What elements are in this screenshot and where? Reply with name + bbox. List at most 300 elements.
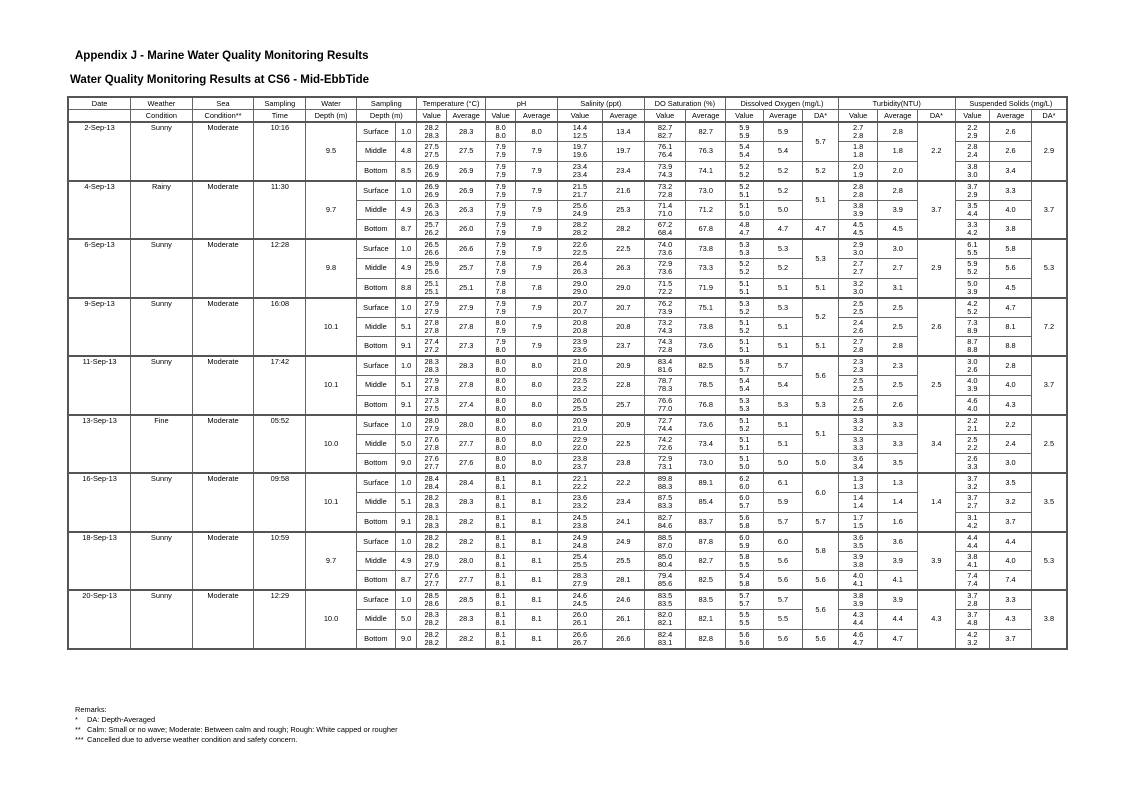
do-saturation-values — [644, 590, 686, 610]
col-suspended-solids-header: Suspended Solids (mg/L) — [955, 97, 1067, 110]
temperature-average: 27.7 — [447, 434, 486, 454]
ph-values-1: 8.1 — [495, 493, 506, 503]
ph-values-2: 8.1 — [495, 540, 506, 550]
suspended-solids-values-1: 7.4 — [967, 571, 978, 580]
dissolved-oxygen-values-1: 5.2 — [739, 181, 750, 191]
do-saturation-values-1: 89.8 — [657, 474, 673, 483]
col-weather-header: Weather — [131, 97, 193, 110]
turbidity-values — [838, 239, 878, 259]
salinity-values-2: 26.7 — [572, 637, 588, 647]
salinity-values — [558, 532, 603, 552]
temperature-values-1: 27.6 — [424, 454, 439, 463]
dissolved-oxygen-values — [726, 532, 764, 552]
dissolved-oxygen-bottom-da: 5.2 — [803, 161, 839, 181]
suspended-solids-values-1: 6.1 — [967, 240, 978, 249]
sampling-time-cell: 12:28 — [254, 239, 306, 298]
turbidity-values-1: 2.6 — [852, 395, 864, 405]
sampling-level-cell: Surface — [356, 122, 396, 142]
salinity-average: 26.6 — [602, 629, 644, 649]
salinity-values-2: 25.5 — [572, 403, 588, 413]
dissolved-oxygen-values — [726, 551, 764, 571]
water-depth-cell: 10.1 — [306, 298, 356, 357]
do-saturation-values-1: 72.9 — [657, 454, 673, 463]
temperature-values — [417, 220, 447, 240]
turbidity-average: 2.6 — [878, 395, 918, 415]
do-saturation-average: 73.8 — [686, 317, 726, 337]
remark-mark: ** — [75, 725, 81, 734]
do-saturation-values — [644, 259, 686, 279]
dissolved-oxygen-da: 5.3 — [803, 239, 839, 278]
turbidity-average: 2.8 — [878, 181, 918, 201]
do-saturation-values-2: 74.4 — [657, 423, 673, 433]
salinity-values-1: 22.5 — [572, 376, 588, 386]
dissolved-oxygen-values — [726, 181, 764, 201]
suspended-solids-values-1: 5.0 — [967, 278, 978, 288]
temperature-average: 25.1 — [447, 278, 486, 298]
suspended-solids-values — [955, 532, 989, 552]
dissolved-oxygen-average: 5.6 — [763, 571, 803, 591]
ph-values-2: 8.0 — [495, 403, 506, 413]
sampling-depth-cell: 1.0 — [396, 356, 417, 376]
ph-average: 8.0 — [516, 395, 558, 415]
suspended-solids-average: 8.1 — [990, 317, 1032, 337]
do-saturation-values-2: 73.1 — [657, 462, 673, 471]
sampling-level-cell: Surface — [356, 415, 396, 435]
col-dissolved-oxygen-header: Dissolved Oxygen (mg/L) — [726, 97, 839, 110]
ph-values — [485, 278, 515, 298]
dissolved-oxygen-values-2: 5.5 — [739, 618, 750, 628]
sampling-depth-cell: 9.0 — [396, 454, 417, 474]
sampling-depth-cell: 5.0 — [396, 610, 417, 630]
sampling-level-cell: Middle — [356, 142, 396, 162]
do-saturation-values — [644, 122, 686, 142]
ph-values-2: 7.9 — [495, 169, 506, 179]
dissolved-oxygen-bottom-da: 5.6 — [803, 571, 839, 591]
suspended-solids-values-2: 7.4 — [967, 579, 978, 588]
suspended-solids-values-2: 3.9 — [967, 286, 978, 296]
dissolved-oxygen-values-2: 4.7 — [739, 228, 750, 237]
temperature-values — [417, 590, 447, 610]
turbidity-values-1: 1.8 — [852, 142, 864, 152]
sampling-time-cell: 17:42 — [254, 356, 306, 415]
suspended-solids-values-2: 5.2 — [967, 267, 978, 277]
salinity-values — [558, 181, 603, 201]
suspended-solids-average: 4.3 — [990, 610, 1032, 630]
do-saturation-values-1: 82.0 — [657, 610, 673, 620]
turbidity-values — [838, 278, 878, 298]
turbidity-average: 3.1 — [878, 278, 918, 298]
suspended-solids-values — [955, 356, 989, 376]
do-saturation-average: 82.1 — [686, 610, 726, 630]
dissolved-oxygen-values-2: 5.5 — [739, 559, 750, 569]
dissolved-oxygen-values — [726, 122, 764, 142]
turbidity-values-2: 3.5 — [852, 540, 864, 550]
suspended-solids-average: 4.3 — [990, 395, 1032, 415]
remark-item — [75, 725, 398, 735]
ph-values-1: 8.1 — [495, 551, 506, 561]
turbidity-values-2: 3.8 — [852, 559, 864, 569]
turbidity-values-2: 1.9 — [852, 169, 864, 179]
suspended-solids-average: 5.6 — [990, 259, 1032, 279]
dissolved-oxygen-values-1: 5.6 — [739, 629, 750, 639]
dissolved-oxygen-values-1: 5.7 — [739, 591, 750, 600]
turbidity-values-1: 3.8 — [852, 200, 864, 210]
ph-values-1: 7.9 — [495, 142, 506, 152]
table-row — [68, 356, 1067, 376]
dissolved-oxygen-average: 5.2 — [763, 181, 803, 201]
suspended-solids-average: 3.5 — [990, 473, 1032, 493]
salinity-values-1: 24.9 — [572, 532, 588, 542]
ph-values — [485, 512, 515, 532]
salinity-values — [558, 239, 603, 259]
salinity-values-1: 19.7 — [572, 142, 588, 152]
ph-values — [485, 356, 515, 376]
turbidity-average: 3.9 — [878, 551, 918, 571]
suspended-solids-values-1: 3.1 — [967, 512, 978, 522]
dissolved-oxygen-values — [726, 434, 764, 454]
suspended-solids-da: 3.7 — [1031, 181, 1067, 240]
suspended-solids-values — [955, 551, 989, 571]
salinity-values — [558, 376, 603, 396]
water-depth-cell: 10.1 — [306, 356, 356, 415]
turbidity-values-2: 2.5 — [852, 384, 864, 394]
suspended-solids-values — [955, 512, 989, 532]
salinity-values-1: 20.7 — [572, 298, 588, 308]
suspended-solids-values-2: 8.9 — [967, 325, 978, 335]
ph-average: 8.1 — [516, 473, 558, 493]
do-saturation-values — [644, 337, 686, 357]
salinity-values — [558, 590, 603, 610]
suspended-solids-average: 8.8 — [990, 337, 1032, 357]
suspended-solids-values-1: 4.2 — [967, 298, 978, 308]
ph-values — [485, 376, 515, 396]
salinity-values — [558, 122, 603, 142]
sampling-level-cell: Bottom — [356, 337, 396, 357]
ph-average: 8.1 — [516, 551, 558, 571]
ph-values-1: 7.9 — [495, 200, 506, 210]
turbidity-values-2: 2.6 — [852, 325, 864, 335]
temperature-values-2: 26.9 — [424, 169, 439, 179]
suspended-solids-values — [955, 161, 989, 181]
turbidity-values-1: 3.3 — [852, 434, 864, 444]
suspended-solids-values-1: 4.6 — [967, 395, 978, 405]
ph-values — [485, 395, 515, 415]
salinity-values-1: 14.4 — [572, 123, 588, 132]
turbidity-values — [838, 317, 878, 337]
ph-values-1: 8.1 — [495, 474, 506, 483]
dissolved-oxygen-values-2: 5.3 — [739, 248, 750, 257]
ph-values-1: 8.0 — [495, 434, 506, 444]
salinity-average: 20.8 — [602, 317, 644, 337]
suspended-solids-values — [955, 629, 989, 649]
sea-condition-cell: Moderate — [192, 356, 254, 415]
dissolved-oxygen-values-2: 5.2 — [739, 325, 750, 335]
suspended-solids-average: 4.0 — [990, 376, 1032, 396]
suspended-solids-values-1: 3.7 — [967, 474, 978, 483]
table-row — [68, 415, 1067, 435]
dissolved-oxygen-bottom-da: 5.6 — [803, 629, 839, 649]
suspended-solids-values-2: 3.3 — [967, 462, 978, 471]
ph-values — [485, 200, 515, 220]
temperature-values — [417, 473, 447, 493]
sampling-level-cell: Bottom — [356, 629, 396, 649]
salinity-average: 26.1 — [602, 610, 644, 630]
suspended-solids-values-1: 3.0 — [967, 357, 978, 366]
salinity-average: 25.7 — [602, 395, 644, 415]
water-depth-cell: 9.8 — [306, 239, 356, 298]
turbidity-values-2: 1.8 — [852, 150, 864, 160]
do-saturation-average: 73.0 — [686, 181, 726, 201]
salinity-values-1: 22.1 — [572, 474, 588, 483]
temperature-values — [417, 181, 447, 201]
ph-values — [485, 142, 515, 162]
do-saturation-values-2: 88.3 — [657, 482, 673, 491]
salinity-values-1: 26.0 — [572, 610, 588, 620]
suspended-solids-values — [955, 142, 989, 162]
ph-value-header: Value — [485, 110, 515, 123]
dissolved-oxygen-values-2: 5.3 — [739, 403, 750, 413]
dissolved-oxygen-average: 5.2 — [763, 259, 803, 279]
ss-value-header: Value — [955, 110, 989, 123]
temperature-values-2: 27.8 — [424, 442, 439, 452]
turbidity-values-1: 2.7 — [852, 337, 864, 346]
suspended-solids-average: 3.8 — [990, 220, 1032, 240]
temperature-values — [417, 122, 447, 142]
dissolved-oxygen-values-1: 5.4 — [739, 142, 750, 152]
temperature-average: 28.2 — [447, 532, 486, 552]
ph-values — [485, 454, 515, 474]
temperature-values — [417, 200, 447, 220]
do-saturation-values — [644, 278, 686, 298]
suspended-solids-average: 2.6 — [990, 142, 1032, 162]
do-saturation-values-1: 73.2 — [657, 317, 673, 327]
sampling-level-cell: Surface — [356, 590, 396, 610]
dissolved-oxygen-average: 5.4 — [763, 376, 803, 396]
sampling-level-cell: Bottom — [356, 161, 396, 181]
do-saturation-values-2: 77.0 — [657, 403, 673, 413]
turbidity-average: 3.9 — [878, 590, 918, 610]
table-row — [68, 122, 1067, 142]
suspended-solids-da: 2.9 — [1031, 122, 1067, 181]
turbidity-average: 2.3 — [878, 356, 918, 376]
temperature-values-2: 26.6 — [424, 248, 439, 257]
turbidity-values-1: 4.3 — [852, 610, 864, 620]
turb-value-header: Value — [838, 110, 878, 123]
col-sea-header: Sea — [192, 97, 254, 110]
ph-values-2: 8.1 — [495, 618, 506, 628]
turbidity-values-1: 2.7 — [852, 259, 864, 269]
ph-values — [485, 259, 515, 279]
sampling-level-cell: Surface — [356, 473, 396, 493]
salinity-average: 23.4 — [602, 161, 644, 181]
dissolved-oxygen-values-2: 6.0 — [739, 482, 750, 491]
temperature-average: 27.8 — [447, 317, 486, 337]
ph-values-2: 7.9 — [495, 150, 506, 160]
salinity-values-1: 26.6 — [572, 629, 588, 639]
suspended-solids-average: 4.5 — [990, 278, 1032, 298]
suspended-solids-values — [955, 454, 989, 474]
do-saturation-values-1: 74.2 — [657, 434, 673, 444]
sampling-level-cell: Middle — [356, 317, 396, 337]
temperature-values-2: 28.3 — [424, 520, 439, 530]
temperature-values-1: 25.7 — [424, 220, 439, 229]
temperature-average: 26.0 — [447, 220, 486, 240]
dissolved-oxygen-values-2: 5.0 — [739, 462, 750, 471]
salinity-values-1: 25.6 — [572, 200, 588, 210]
weather-cell: Sunny — [131, 122, 193, 181]
turbidity-average: 4.7 — [878, 629, 918, 649]
salinity-values-2: 22.2 — [572, 482, 588, 491]
sampling-depth-cell: 9.1 — [396, 395, 417, 415]
do-saturation-values-1: 83.5 — [657, 591, 673, 600]
temp-average-header: Average — [447, 110, 486, 123]
turbidity-values-2: 2.3 — [852, 365, 864, 374]
suspended-solids-average: 3.0 — [990, 454, 1032, 474]
suspended-solids-values-1: 5.9 — [967, 259, 978, 269]
ph-values-2: 8.1 — [495, 579, 506, 588]
do-saturation-values-2: 74.3 — [657, 325, 673, 335]
do-saturation-values — [644, 395, 686, 415]
temperature-values-2: 27.9 — [424, 559, 439, 569]
table-row — [68, 181, 1067, 201]
ph-average: 8.0 — [516, 434, 558, 454]
do-saturation-values-2: 71.0 — [657, 208, 673, 218]
dissolved-oxygen-average: 5.5 — [763, 610, 803, 630]
salinity-values-2: 24.9 — [572, 208, 588, 218]
dissolved-oxygen-values — [726, 376, 764, 396]
do-saturation-average: 87.8 — [686, 532, 726, 552]
sampling-depth-cell: 4.9 — [396, 259, 417, 279]
col-turbidity-header: Turbidity(NTU) — [838, 97, 955, 110]
ph-values — [485, 571, 515, 591]
temperature-average: 27.3 — [447, 337, 486, 357]
ph-values-1: 7.9 — [495, 220, 506, 229]
do-saturation-values — [644, 493, 686, 513]
dissolved-oxygen-average: 5.1 — [763, 434, 803, 454]
ph-values — [485, 337, 515, 357]
ph-average: 8.0 — [516, 356, 558, 376]
remark-text: DA: Depth-Averaged — [87, 715, 156, 724]
salinity-values-1: 23.9 — [572, 337, 588, 346]
turbidity-average: 1.6 — [878, 512, 918, 532]
do-saturation-values-1: 76.1 — [657, 142, 673, 152]
water-depth-cell: 9.7 — [306, 181, 356, 240]
ph-values-2: 7.9 — [495, 228, 506, 237]
dissolved-oxygen-bottom-da: 5.7 — [803, 512, 839, 532]
sampling-depth-cell: 9.0 — [396, 629, 417, 649]
date-cell: 4-Sep-13 — [68, 181, 131, 240]
salinity-average: 13.4 — [602, 122, 644, 142]
sampling-depth-cell: 5.1 — [396, 493, 417, 513]
weather-cell: Sunny — [131, 532, 193, 591]
do-saturation-average: 82.8 — [686, 629, 726, 649]
ph-values-1: 8.1 — [495, 591, 506, 600]
header-row-2 — [68, 110, 1067, 123]
do-saturation-values-1: 76.6 — [657, 395, 673, 405]
salinity-values-1: 21.0 — [572, 357, 588, 366]
dissolved-oxygen-values — [726, 590, 764, 610]
suspended-solids-da: 2.5 — [1031, 415, 1067, 474]
do-saturation-values-2: 81.6 — [657, 365, 673, 374]
suspended-solids-average: 3.7 — [990, 512, 1032, 532]
ph-values — [485, 181, 515, 201]
turbidity-values — [838, 454, 878, 474]
temperature-values-2: 28.4 — [424, 482, 439, 491]
turbidity-values-1: 2.0 — [852, 161, 864, 171]
sampling-depth-cell: 8.7 — [396, 571, 417, 591]
dissolved-oxygen-values-1: 5.3 — [739, 298, 750, 308]
sampling-level-cell: Middle — [356, 434, 396, 454]
temperature-average: 28.3 — [447, 610, 486, 630]
suspended-solids-values — [955, 298, 989, 318]
turbidity-values — [838, 122, 878, 142]
do-saturation-values — [644, 239, 686, 259]
temperature-average: 27.9 — [447, 298, 486, 318]
do-saturation-values — [644, 161, 686, 181]
suspended-solids-average: 4.4 — [990, 532, 1032, 552]
ph-average: 7.9 — [516, 161, 558, 181]
dissolved-oxygen-average: 5.0 — [763, 200, 803, 220]
ph-values-2: 8.0 — [495, 365, 506, 374]
do-saturation-average: 83.5 — [686, 590, 726, 610]
turbidity-values — [838, 142, 878, 162]
turbidity-values — [838, 415, 878, 435]
temperature-values-2: 26.3 — [424, 208, 439, 218]
turbidity-values — [838, 571, 878, 591]
suspended-solids-values — [955, 415, 989, 435]
turbidity-values-1: 3.3 — [852, 415, 864, 425]
do-saturation-values — [644, 532, 686, 552]
dissolved-oxygen-values-1: 6.2 — [739, 474, 750, 483]
temperature-values-2: 28.3 — [424, 501, 439, 511]
ph-average: 7.9 — [516, 259, 558, 279]
ph-values-1: 7.9 — [495, 181, 506, 191]
turbidity-da: 2.5 — [918, 356, 956, 415]
dissolved-oxygen-average: 5.9 — [763, 493, 803, 513]
sampling-depth-cell: 4.9 — [396, 551, 417, 571]
ph-values-1: 8.1 — [495, 512, 506, 522]
date-cell: 6-Sep-13 — [68, 239, 131, 298]
temperature-values-1: 28.1 — [424, 512, 439, 522]
turbidity-values-1: 2.8 — [852, 181, 864, 191]
temperature-values — [417, 415, 447, 435]
turbidity-values-2: 4.5 — [852, 228, 864, 237]
temperature-values-1: 28.2 — [424, 123, 439, 132]
turbidity-values-1: 2.7 — [852, 123, 864, 132]
temperature-values-2: 28.2 — [424, 618, 439, 628]
do-da-header: DA* — [803, 110, 839, 123]
salinity-average: 25.3 — [602, 200, 644, 220]
dissolved-oxygen-values-1: 5.3 — [739, 395, 750, 405]
do-saturation-values — [644, 512, 686, 532]
turbidity-values — [838, 629, 878, 649]
ph-values-1: 8.1 — [495, 629, 506, 639]
turbidity-da: 2.9 — [918, 239, 956, 298]
temperature-values-2: 28.3 — [424, 131, 439, 140]
dissolved-oxygen-values — [726, 571, 764, 591]
do-saturation-average: 82.7 — [686, 122, 726, 142]
sampling-depth-cell: 1.0 — [396, 473, 417, 493]
salinity-values — [558, 610, 603, 630]
salinity-values-2: 23.2 — [572, 384, 588, 394]
turbidity-da: 4.3 — [918, 590, 956, 649]
ph-average: 7.9 — [516, 317, 558, 337]
ph-values-1: 8.0 — [495, 376, 506, 386]
turbidity-values-1: 2.4 — [852, 317, 864, 327]
remark-text: Cancelled due to adverse weather condition and safety concern. — [87, 735, 298, 744]
temperature-values-1: 28.3 — [424, 357, 439, 366]
salinity-values-1: 24.5 — [572, 512, 588, 522]
